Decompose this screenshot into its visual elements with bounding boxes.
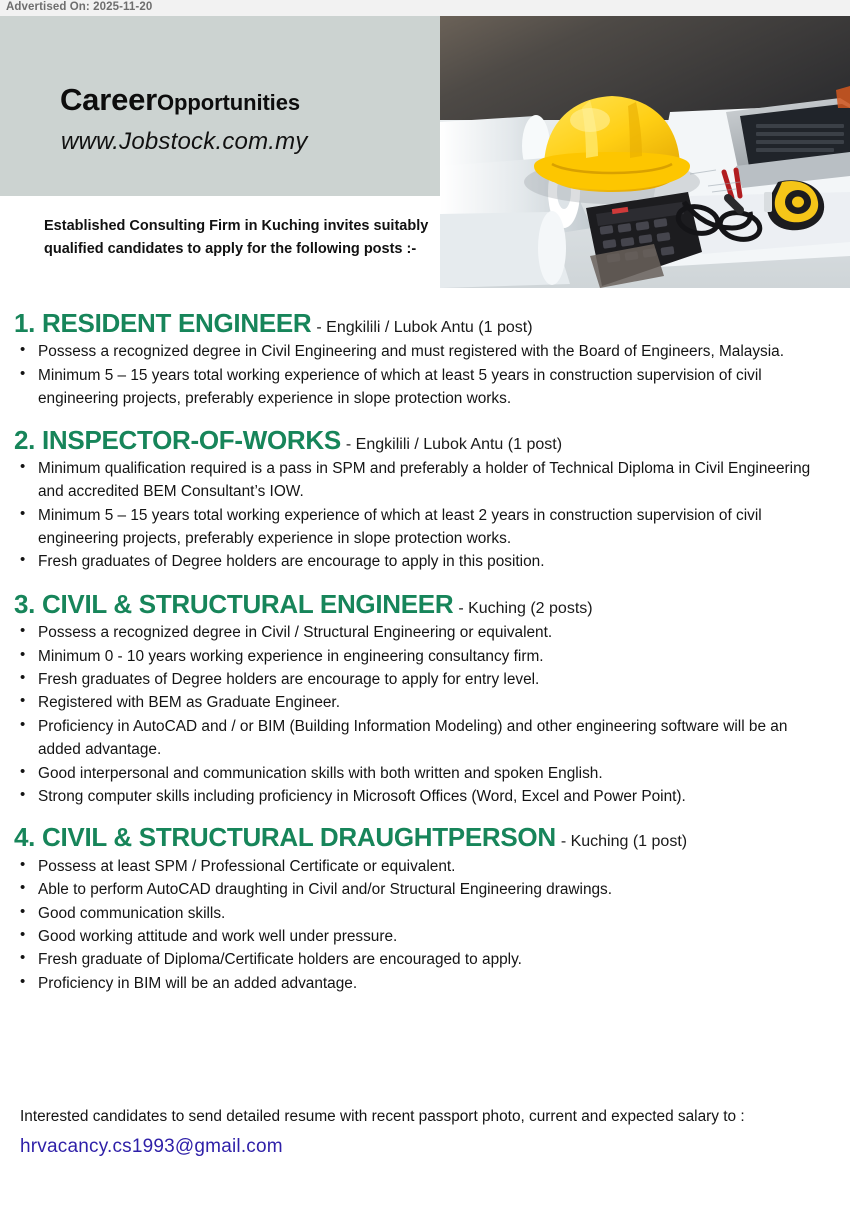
construction-desk-illustration [440,16,850,288]
career-banner [0,16,442,196]
banner-website-url: www.Jobstock.com.my [61,128,308,155]
laptop [726,98,850,188]
intro-paragraph: Established Consulting Firm in Kuching invites suitably qualified candidates to apply for the following posts :- [44,218,429,258]
job-section [0,310,850,411]
job-requirements-list [0,340,850,410]
list-item: • Minimum qualification required is a pass in SPM and preferably a holder of Technical Diploma in Civil Engineering and accredited BEM Consultant’s IOW. [0,457,850,504]
job-section [0,588,850,809]
job-section [0,424,850,574]
list-item: • Good interpersonal and communication skills with both written and spoken English. [0,762,850,785]
job-listings [0,310,850,1003]
application-instructions-text: Interested candidates to send detailed resume with recent passport photo, current and expected salary to : [20,1108,745,1125]
job-title: 3. CIVIL & STRUCTURAL ENGINEER [14,588,454,619]
advertised-meta-bar [0,0,850,16]
list-item: • Registered with BEM as Graduate Engineer. [0,691,850,714]
list-item: • Able to perform AutoCAD draughting in Civil and/or Structural Engineering drawings. [0,878,850,901]
job-heading [0,424,850,455]
job-title: 2. INSPECTOR-OF-WORKS [14,424,341,455]
list-item: • Possess at least SPM / Professional Certificate or equivalent. [0,855,850,878]
job-title: 4. CIVIL & STRUCTURAL DRAUGHTPERSON [14,822,556,853]
job-heading [0,588,850,619]
list-item: • Possess a recognized degree in Civil Engineering and must registered with the Board of Engineers, Malaysia. [0,340,850,363]
job-requirements-list [0,457,850,574]
list-item: • Minimum 5 – 15 years total working experience of which at least 5 years in construction supervision of civil engineering projects, preferably experience in slope protection works. [0,364,850,411]
advertised-on-label: Advertised On: 2025-11-20 [6,1,153,13]
list-item: • Fresh graduate of Diploma/Certificate holders are encouraged to apply. [0,948,850,971]
job-location: - Kuching (2 posts) [458,599,593,617]
banner-title-opportunities: Opportunities [157,90,300,115]
banner-title-career: Career [60,82,158,117]
job-location: - Engkilili / Lubok Antu (1 post) [316,319,533,336]
job-location: - Kuching (1 post) [560,833,688,851]
list-item: • Good working attitude and work well under pressure. [0,925,850,948]
list-item: • Good communication skills. [0,902,850,925]
job-heading [0,310,850,337]
list-item: • Fresh graduates of Degree holders are encourage to apply for entry level. [0,668,850,691]
list-item: • Strong computer skills including proficiency in Microsoft Offices (Word, Excel and Power Point). [0,785,850,808]
construction-desk-photo [440,16,850,288]
job-requirements-list [0,621,850,808]
application-instructions [20,1103,832,1164]
banner-title [60,84,300,115]
job-section [0,824,850,995]
job-heading [0,824,850,851]
list-item: • Minimum 0 - 10 years working experience in engineering consultancy firm. [0,645,850,668]
list-item: • Proficiency in BIM will be an added advantage. [0,972,850,995]
job-title: 1. RESIDENT ENGINEER [14,308,312,338]
list-item: • Proficiency in AutoCAD and / or BIM (Building Information Modeling) and other engineering software will be an added advantage. [0,715,850,762]
job-requirements-list [0,855,850,995]
job-location: - Engkilili / Lubok Antu (1 post) [345,435,563,453]
list-item: • Possess a recognized degree in Civil / Structural Engineering or equivalent. [0,621,850,644]
list-item: • Minimum 5 – 15 years total working experience of which at least 2 years in construction supervision of civil engineering projects, preferably experience in slope protection works. [0,504,850,551]
application-email-link[interactable]: hrvacancy.cs1993@gmail.com [20,1136,283,1158]
list-item: • Fresh graduates of Degree holders are encourage to apply in this position. [0,550,850,573]
